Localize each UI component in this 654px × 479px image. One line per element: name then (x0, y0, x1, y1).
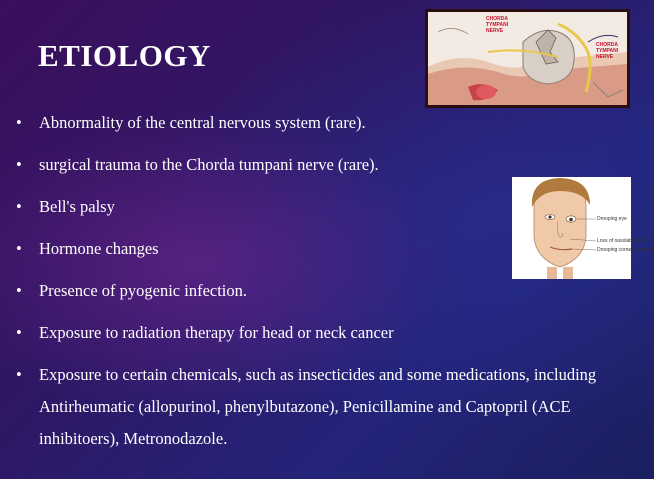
bullet-item (16, 323, 616, 343)
chorda-tympani-label: CHORDA TYMPANI NERVE (486, 16, 509, 34)
bullet-text: Presence of pyogenic infection. (39, 281, 248, 300)
bullet-text: Exposure to certain chemicals, such as insecticides and some medications, including Antirheumatic (allopurinol, phenylbutazone), Penicillamine and Captopril (ACE inhibitoers), Metronodazole. (39, 365, 597, 448)
chorda-tympani-label-right: CHORDA TYMPANI NERVE (596, 42, 619, 60)
bullet-dot-icon: • (16, 155, 22, 174)
bullet-item (16, 281, 616, 301)
bullet-dot-icon: • (16, 239, 22, 258)
bullet-dot-icon: • (16, 113, 22, 132)
nasolabial-fold-label: Loss of nasolabial fold (597, 238, 647, 244)
bullet-text: surgical trauma to the Chorda tumpani nerve (rare). (39, 155, 379, 174)
facial-palsy-drawing (512, 177, 631, 279)
bullet-text: Abnormality of the central nervous system (rare). (39, 113, 366, 132)
drooping-mouth-label: Drooping corner of mouth (597, 247, 654, 253)
bullet-list (16, 113, 616, 455)
bullet-text: Bell's palsy (39, 197, 115, 216)
bullet-item (16, 359, 616, 455)
slide-title: ETIOLOGY (38, 38, 211, 73)
bullet-text: Exposure to radiation therapy for head or neck cancer (39, 323, 394, 342)
bullet-dot-icon: • (16, 281, 22, 300)
ear-anatomy-image (425, 9, 630, 108)
bullet-dot-icon: • (16, 323, 22, 342)
ear-anatomy-illustration (428, 12, 627, 105)
bullet-text: Hormone changes (39, 239, 159, 258)
drooping-eye-label: Drooping eye (597, 216, 627, 222)
bullet-dot-icon: • (16, 197, 22, 216)
bullet-item (16, 113, 616, 133)
bullet-item (16, 155, 616, 175)
bullet-dot-icon: • (16, 365, 22, 384)
facial-palsy-image (512, 177, 654, 279)
